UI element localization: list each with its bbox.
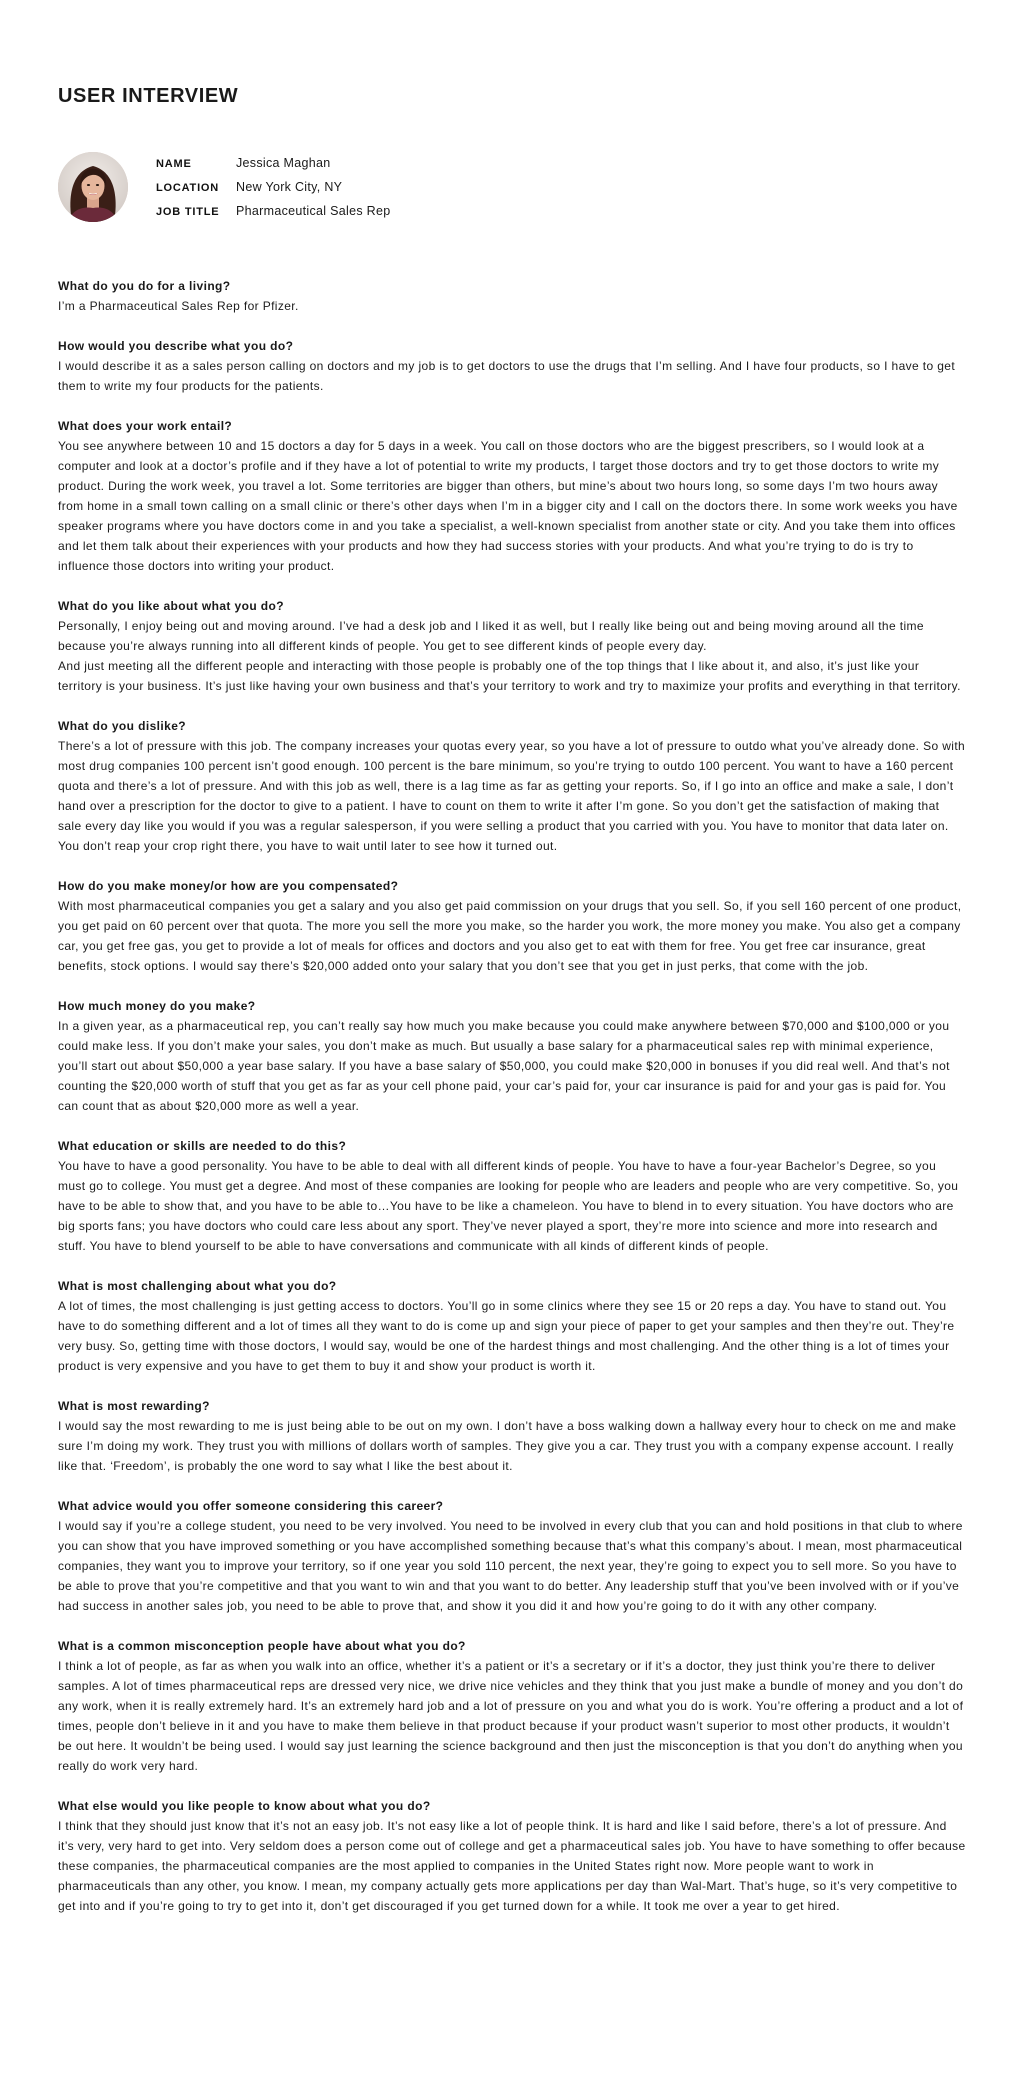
name-label: NAME <box>156 158 192 170</box>
answer: With most pharmaceutical companies you get a salary and you also get paid commission on your drugs that you sell. So, if you sell 160 percent of one product, you get paid on 60 percent over that quota. The more you sell the more you make, so the harder you work, the more money you make. You also get a company car, you get free gas, you get to provide a lot of meals for offices and doctors and you also get to eat with them for free. You get free car insurance, great benefits, stock options. I would say there’s $20,000 added onto your salary that you don’t see that you get in just perks, that come with the job. <box>58 899 962 973</box>
qa-item <box>58 996 966 1116</box>
question: What do you dislike? <box>58 719 187 733</box>
profile-row-location <box>156 180 391 204</box>
answer: In a given year, as a pharmaceutical rep, you can’t really say how much you make because you could make anywhere between $70,000 and $100,000 or you could make less. If you don’t make your sales, you don’t make as much. But usually a base salary for a pharmaceutical sales rep with minimal experience, you’ll start out about $50,000 a year base salary. If you have a base salary of $50,000, you could make $20,000 in bonuses if you did real well. And that’s not counting the $20,000 worth of stuff that you get as far as your cell phone paid, your car’s paid for, your car insurance is paid for and your gas is paid for. You can count that as about $20,000 more as well a year. <box>58 1019 950 1113</box>
question: What is most rewarding? <box>58 1399 210 1413</box>
profile-card <box>58 152 966 228</box>
qa-item <box>58 1636 966 1776</box>
qa-item <box>58 336 966 396</box>
answer: You see anywhere between 10 and 15 doctors a day for 5 days in a week. You call on those doctors who are the biggest prescribers, so I would look at a computer and look at a doctor’s profile and if they have a lot of potential to write my products, I target those doctors and try to get those doctors to write my product. During the work week, you travel a lot. Some territories are bigger than others, but mine’s about two hours long, so some days I’m two hours away from home in a small town calling on a small clinic or there’s other days when I’m in a bigger city and I call on the doctors there. In some work weeks you have speaker programs where you have doctors come in and you take a specialist, a well-known specialist from another state or city. And you take them into offices and let them talk about their experiences with your products and how they had success stories with your products. And what you’re trying to do is try to influence those doctors into writing your product. <box>58 439 958 573</box>
job-title-label: JOB TITLE <box>156 206 220 218</box>
question: What do you do for a living? <box>58 279 231 293</box>
answer: I would say the most rewarding to me is just being able to be out on my own. I don’t have a boss walking down a hallway every hour to check on me and make sure I’m doing my work. They trust you with millions of dollars worth of samples. They give you a car. They trust you with a company expense account. I really like that. ‘Freedom’, is probably the one word to say what I like the best about it. <box>58 1419 957 1473</box>
question: What is a common misconception people have about what you do? <box>58 1639 466 1653</box>
question: What else would you like people to know about what you do? <box>58 1799 431 1813</box>
question: What education or skills are needed to do this? <box>58 1139 347 1153</box>
qa-item <box>58 1136 966 1256</box>
location-label: LOCATION <box>156 182 220 194</box>
name-value: Jessica Maghan <box>236 156 331 170</box>
location-value: New York City, NY <box>236 180 343 194</box>
question: How would you describe what you do? <box>58 339 294 353</box>
qa-item <box>58 416 966 576</box>
profile-details <box>156 156 391 228</box>
question: What does your work entail? <box>58 419 233 433</box>
qa-item <box>58 1396 966 1476</box>
qa-item <box>58 276 966 316</box>
qa-item <box>58 1796 966 1916</box>
answer: I would say if you’re a college student, you need to be very involved. You need to be involved in every club that you can and hold positions in that club to where you can show that you have improved something or you have accomplished something because that’s what this company’s about. I mean, most pharmaceutical companies, they want you to improve your territory, so if one year you sold 110 percent, the next year, they’re going to expect you to sell more. So you have to be able to prove that you’re competitive and that you want to win and that you want to do better. Any leadership stuff that you’ve been involved with or if you’ve had success in another sales job, you need to be able to prove that, and show it you did it and how you’re going to do it with any other company. <box>58 1519 963 1613</box>
qa-item <box>58 876 966 976</box>
question: How do you make money/or how are you compensated? <box>58 879 399 893</box>
question: How much money do you make? <box>58 999 256 1013</box>
question: What do you like about what you do? <box>58 599 284 613</box>
avatar <box>58 152 128 222</box>
answer: There’s a lot of pressure with this job. The company increases your quotas every year, so you have a lot of pressure to outdo what you’ve already done. So with most drug companies 100 percent isn’t good enough. 100 percent is the bare minimum, so you’re trying to outdo 100 percent. You want to have a 160 percent quota and there’s a lot of pressure. And with this job as well, there is a lag time as far as getting your reports. So, if I go into an office and make a sale, I don’t hand over a prescription for the doctor to give to a patient. I have to count on them to write it after I’m gone. So you don’t get the satisfaction of making that sale every day like you would if you was a regular salesperson, if you were selling a product that you carried with you. You have to monitor that data later on. You don’t reap your crop right there, you have to wait until later to see how it turned out. <box>58 739 966 853</box>
answer: And just meeting all the different people and interacting with those people is probably one of the top things that I like about it, and also, it’s just like your territory is your business. It’s just like having your own business and that’s your territory to work and try to maximize your profits and everything in that territory. <box>58 659 961 693</box>
profile-row-job-title <box>156 204 391 228</box>
profile-row-name <box>156 156 391 180</box>
avatar-portrait-icon <box>58 152 128 222</box>
question: What advice would you offer someone considering this career? <box>58 1499 444 1513</box>
qa-item <box>58 1276 966 1376</box>
question: What is most challenging about what you do? <box>58 1279 337 1293</box>
answer: Personally, I enjoy being out and moving around. I’ve had a desk job and I liked it as well, but I really like being out and being moving around all the time because you’re always running into all different kinds of people. You get to see different kinds of people every day. <box>58 619 924 653</box>
page-title: USER INTERVIEW <box>58 85 239 107</box>
answer: I’m a Pharmaceutical Sales Rep for Pfizer. <box>58 299 299 313</box>
answer: I think that they should just know that it’s not an easy job. It’s not easy like a lot of people think. It is hard and like I said before, there’s a lot of pressure. And it’s very, very hard to get into. Very seldom does a person come out of college and get a pharmaceutical sales job. You have to have something to offer because these companies, the pharmaceutical companies are the most applied to companies in the United States right now. More people want to work in pharmaceuticals than any other, you know. I mean, my company actually gets more applications per day than Wal-Mart. That’s huge, so it’s very competitive to get into and if you’re going to try to get into it, don’t get discouraged if you get turned down for a while. It took me over a year to get hired. <box>58 1819 966 1913</box>
qa-item <box>58 596 966 696</box>
answer: A lot of times, the most challenging is just getting access to doctors. You’ll go in some clinics where they see 15 or 20 reps a day. You have to stand out. You have to do something different and a lot of times all they want to do is come up and sign your piece of paper to get your samples and then they’re out. They’re very busy. So, getting time with those doctors, I would say, would be one of the hardest things and most challenging. And the other thing is a lot of times your product is very expensive and you have to get them to buy it and show your product is worth it. <box>58 1299 955 1373</box>
answer: I would describe it as a sales person calling on doctors and my job is to get doctors to use the drugs that I’m selling. And I have four products, so I have to get them to write my four products for the patients. <box>58 359 956 393</box>
job-title-value: Pharmaceutical Sales Rep <box>236 204 391 218</box>
interview-qa-list <box>58 276 966 1916</box>
qa-item <box>58 1496 966 1616</box>
answer: You have to have a good personality. You have to be able to deal with all different kinds of people. You have to have a four-year Bachelor’s Degree, so you must go to college. You must get a degree. And most of these companies are looking for people who are leaders and people who are very competitive. So, you have to be able to show that, and you have to be able to…You have to be like a chameleon. You have to blend in to every situation. You have doctors who are big sports fans; you have doctors who could care less about any sport. They’ve never played a sport, they’re more into science and more into research and stuff. You have to blend yourself to be able to have conversations and communicate with all kinds of different kinds of people. <box>58 1159 959 1253</box>
answer: I think a lot of people, as far as when you walk into an office, whether it’s a patient or it’s a secretary or if it’s a doctor, they just think you’re there to deliver samples. A lot of times pharmaceutical reps are dressed very nice, we drive nice vehicles and they think that you just make a bundle of money and you don’t do any work, when it is really extremely hard. It’s an extremely hard job and a lot of pressure on you and what you do is work. You’re offering a product and a lot of times, people don’t believe in it and you have to make them believe in that product because if your product wasn’t superior to most other products, it wouldn’t be out here. It wouldn’t be being used. I would say just learning the science background and then just the misconception is that you don’t do anything when you really do work very hard. <box>58 1659 964 1773</box>
qa-item <box>58 716 966 856</box>
